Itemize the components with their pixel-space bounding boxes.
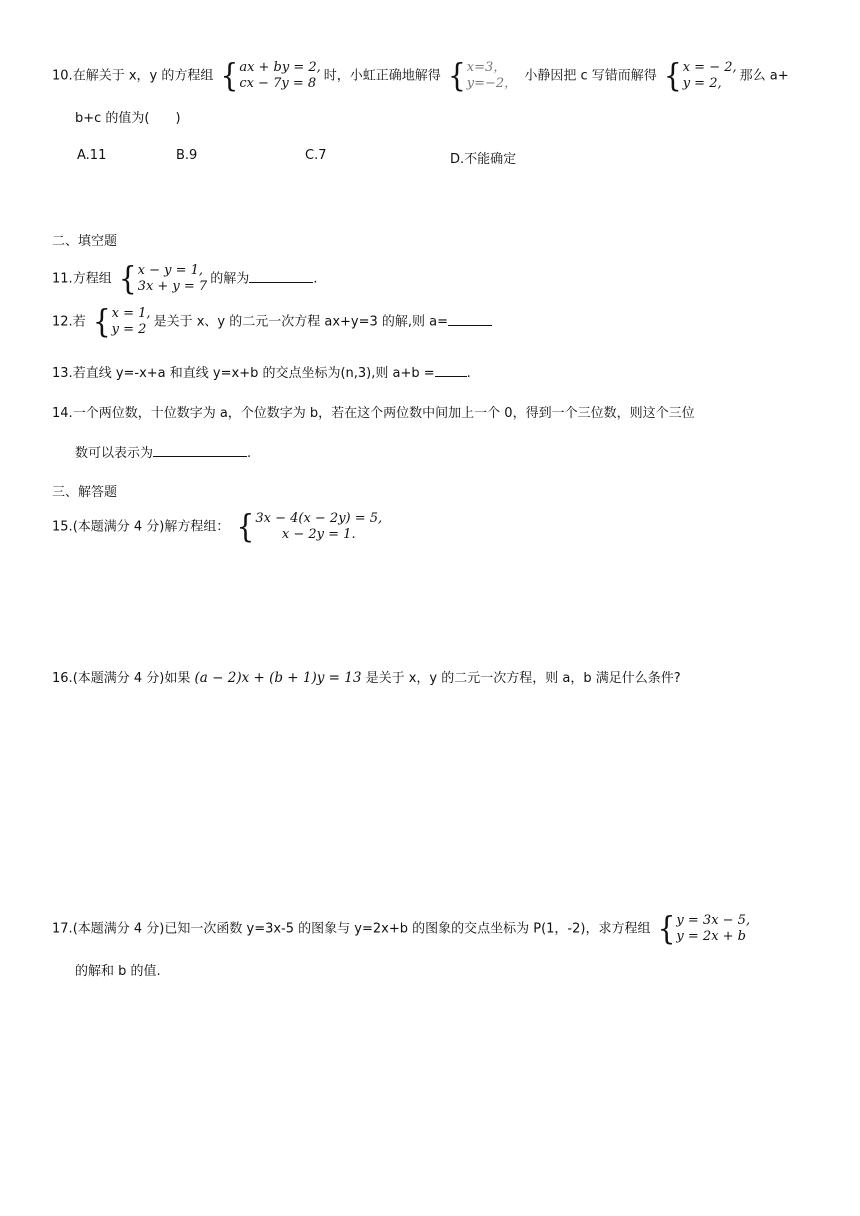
- question-text: 时，小虹正确地解得: [323, 68, 441, 84]
- question-15: [52, 507, 385, 546]
- question-13: [52, 362, 471, 383]
- question-text: (本题满分 4 分)解方程组：: [72, 519, 230, 535]
- answer-blank[interactable]: [153, 442, 247, 457]
- left-brace: {: [236, 507, 255, 546]
- question-17-line-2: 的解和 b 的值.: [75, 964, 161, 979]
- equation: y = 2,: [682, 76, 722, 91]
- question-11: [52, 259, 318, 298]
- question-text: 是关于 x、y 的二元一次方程 ax+y=3 的解,则 a=: [153, 314, 449, 330]
- question-16: [52, 669, 681, 688]
- question-text: 方程组: [72, 271, 112, 287]
- question-text: 一个两位数，十位数字为 a，个位数字为 b，若在这个两位数中间加上一个 0，得到一个三位数，则这个三位: [72, 406, 695, 421]
- question-text: .: [466, 366, 471, 381]
- equation: (a − 2)x + (b + 1)y = 13: [194, 670, 362, 686]
- equation: x − 2y = 1.: [281, 527, 356, 542]
- question-17-line-1: [52, 909, 753, 948]
- left-brace: {: [663, 56, 682, 95]
- question-number: 15.: [52, 519, 73, 535]
- section-heading-solve: 三、解答题: [52, 485, 118, 500]
- question-text: 数可以表示为: [75, 446, 154, 461]
- question-text: 是关于 x，y 的二元一次方程，则 a，b 满足什么条件?: [365, 671, 681, 686]
- option-c: C.7: [305, 148, 327, 163]
- question-number: 13.: [52, 366, 73, 381]
- question-number: 12.: [52, 314, 73, 330]
- left-brace: {: [220, 56, 239, 95]
- equation: x = − 2,: [682, 60, 737, 75]
- equation: 3x − 4(x − 2y) = 5,: [255, 511, 383, 526]
- equation: x − y = 1,: [137, 263, 204, 278]
- question-10-line-2: b+c 的值为( ): [75, 111, 181, 126]
- question-text: 的解为: [210, 271, 250, 287]
- equation: x = 1,: [111, 306, 151, 321]
- left-brace: {: [118, 259, 137, 298]
- question-number: 11.: [52, 271, 73, 287]
- equation: y = 2: [111, 322, 147, 337]
- question-number: 14.: [52, 406, 73, 421]
- question-text: 若直线 y=-x+a 和直线 y=x+b 的交点坐标为(n,3),则 a+b =: [72, 366, 435, 381]
- section-heading-fill-in: 二、填空题: [52, 234, 118, 249]
- left-brace: {: [447, 56, 466, 95]
- question-text: 那么 a+: [739, 68, 789, 84]
- equation: y = 2x + b: [676, 929, 747, 944]
- equation-system: [118, 259, 208, 298]
- question-text: .: [313, 271, 318, 287]
- answer-blank[interactable]: [249, 268, 313, 283]
- equation-system: [236, 507, 383, 546]
- equation: cx − 7y = 8: [239, 76, 317, 91]
- question-text: (本题满分 4 分)如果: [72, 671, 191, 686]
- answer-blank[interactable]: [435, 362, 467, 377]
- equation-system: [220, 56, 321, 95]
- option-b: B.9: [176, 148, 198, 163]
- answer-blank[interactable]: [448, 311, 492, 326]
- question-number: 10.: [52, 68, 73, 84]
- question-14-line-1: [52, 405, 695, 423]
- equation: x=3，: [466, 60, 507, 75]
- equation: y=−2，: [466, 76, 518, 91]
- equation: y = 3x − 5,: [676, 913, 751, 928]
- question-text: 小静因把 c 写错而解得: [524, 68, 657, 84]
- solution-system: [447, 56, 518, 95]
- question-text: (本题满分 4 分)已知一次函数 y=3x-5 的图象与 y=2x+b 的图象的交点坐标为 P(1，-2)，求方程组: [72, 921, 651, 937]
- left-brace: {: [92, 302, 111, 341]
- question-14-line-2: [75, 442, 251, 463]
- question-number: 17.: [52, 921, 73, 937]
- question-text: 若: [72, 314, 86, 330]
- question-12: [52, 302, 492, 341]
- equation: 3x + y = 7: [137, 279, 208, 294]
- question-text: 在解关于 x，y 的方程组: [72, 68, 214, 84]
- solution-system: [663, 56, 737, 95]
- question-10-line-1: [52, 56, 789, 95]
- equation-system: [657, 909, 751, 948]
- equation: ax + by = 2,: [239, 60, 321, 75]
- solution-system: [92, 302, 151, 341]
- left-brace: {: [657, 909, 676, 948]
- option-d: D.不能确定: [450, 152, 517, 167]
- question-number: 16.: [52, 671, 73, 686]
- option-a: A.11: [77, 148, 107, 163]
- question-text: .: [247, 446, 252, 461]
